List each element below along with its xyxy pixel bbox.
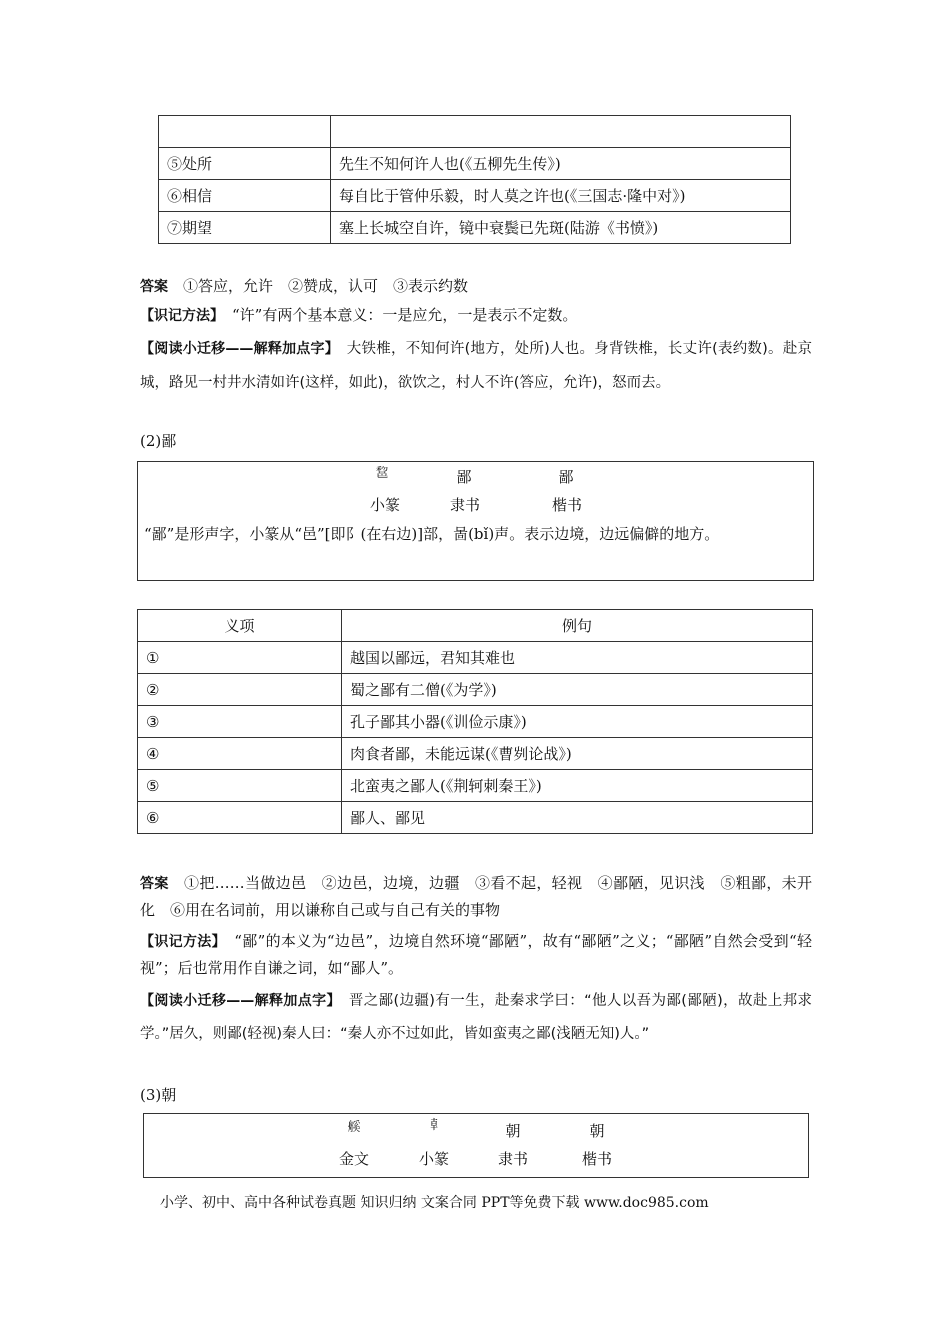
table-cell: ⑦期望 (159, 212, 331, 244)
table-header-row (138, 610, 813, 642)
answer-paragraph (140, 870, 812, 923)
table-cell: ④ (138, 738, 342, 770)
seal-script-glyph: 𨛫 (375, 466, 389, 481)
table-cell: ⑥ (138, 802, 342, 834)
sense-table-bi (137, 609, 813, 834)
table-cell: ⑤处所 (159, 148, 331, 180)
caption-clerical: 隶书 (449, 496, 480, 514)
answer-text: ①答应，允许 ②赞成，认可 ③表示约数 (183, 277, 469, 295)
table-cell (331, 116, 791, 148)
character-forms-box (143, 1113, 809, 1178)
table-row (159, 180, 791, 212)
character-forms-box (137, 461, 814, 581)
section-heading: (3)朝 (140, 1086, 177, 1104)
memory-paragraph (140, 928, 812, 981)
column-header-sense: 义项 (138, 610, 342, 642)
clerical-script-glyph: 鄙 (456, 468, 472, 486)
table-cell: 每自比于管仲乐毅，时人莫之许也(《三国志·隆中对》) (331, 180, 791, 212)
table-cell: 越国以鄙远，君知其难也 (342, 642, 813, 674)
table-cell: 孔子鄙其小器(《训俭示康》) (342, 706, 813, 738)
answer-label: 答案 (140, 876, 169, 892)
table-row (159, 212, 791, 244)
clerical-script-glyph: 朝 (505, 1122, 521, 1140)
table-row (138, 706, 813, 738)
table-cell: 蜀之鄙有二僧(《为学》) (342, 674, 813, 706)
sense-table-xu (158, 115, 791, 244)
table-row (138, 642, 813, 674)
regular-script-glyph: 鄙 (558, 468, 574, 486)
reading-label: 【阅读小迁移——解释加点字】 (140, 993, 334, 1009)
reading-paragraph (140, 332, 812, 400)
regular-script-glyph: 朝 (589, 1122, 605, 1140)
memory-text: “鄙”的本义为“边邑”，边境自然环境“鄙陋”，故有“鄙陋”之义；“鄙陋”自然会受到“轻视”；后也常用作自谦之词，如“鄙人”。 (140, 932, 812, 977)
reading-label: 【阅读小迁移——解释加点字】 (140, 341, 333, 357)
table-cell: 塞上长城空自许，镜中衰鬓已先斑(陆游《书愤》) (331, 212, 791, 244)
memory-label: 【识记方法】 (140, 934, 219, 950)
table-cell: 北蛮夷之鄙人(《荆轲刺秦王》) (342, 770, 813, 802)
table-row (138, 738, 813, 770)
section-heading: (2)鄙 (140, 432, 177, 450)
answer-text: ①把……当做边邑 ②边邑，边境，边疆 ③看不起，轻视 ④鄙陋，见识浅 ⑤粗鄙，未开化 ⑥用在名词前，用以谦称自己或与自己有关的事物 (140, 874, 812, 919)
seal-script-glyph: 𠦝 (427, 1118, 441, 1133)
table-cell: ① (138, 642, 342, 674)
table-row (138, 770, 813, 802)
memory-label: 【识记方法】 (140, 308, 217, 324)
caption-clerical: 隶书 (497, 1150, 528, 1168)
memory-text: “许”有两个基本意义：一是应允，一是表示不定数。 (232, 306, 578, 324)
table-cell: ⑤ (138, 770, 342, 802)
table-row (138, 674, 813, 706)
table-cell: 鄙人、鄙见 (342, 802, 813, 834)
etymology-text: “鄙”是形声字，小篆从“邑”[即阝(在右边)]部，啚(bǐ)声。表示边境，边远偏僻的地方。 (144, 525, 720, 543)
answer-label: 答案 (140, 279, 168, 295)
bronze-script-glyph: 𦩶 (347, 1120, 361, 1135)
table-cell: ③ (138, 706, 342, 738)
caption-regular: 楷书 (581, 1150, 612, 1168)
table-row (159, 116, 791, 148)
table-cell: ⑥相信 (159, 180, 331, 212)
caption-regular: 楷书 (551, 496, 582, 514)
reading-text: 大铁椎，不知何许(地方，处所)人也。身背铁椎，长丈许(表约数)。赴京城，路见一村井水清如许(这样，如此)，欲饮之，村人不许(答应，允许)，怒而去。 (140, 341, 812, 391)
table-cell: 先生不知何许人也(《五柳先生传》) (331, 148, 791, 180)
reading-text: 晋之鄙(边疆)有一生，赴秦求学曰：“他人以吾为鄙(鄙陋)，故赴上邦求学。”居久，则鄙(轻视)秦人曰：“秦人亦不过如此，皆如蛮夷之鄙(浅陋无知)人。” (140, 993, 813, 1042)
caption-seal: 小篆 (418, 1150, 449, 1168)
table-cell: 肉食者鄙，未能远谋(《曹刿论战》) (342, 738, 813, 770)
column-header-example: 例句 (342, 610, 813, 642)
caption-bronze: 金文 (338, 1150, 369, 1168)
table-cell (159, 116, 331, 148)
caption-seal: 小篆 (369, 496, 400, 514)
table-row (159, 148, 791, 180)
reading-paragraph (140, 985, 812, 1051)
memory-paragraph (140, 302, 812, 329)
answer-paragraph (140, 273, 812, 300)
table-cell: ② (138, 674, 342, 706)
page-footer: 小学、初中、高中各种试卷真题 知识归纳 文案合同 PPT等免费下载 www.doc985.com (160, 1195, 709, 1211)
table-row (138, 802, 813, 834)
